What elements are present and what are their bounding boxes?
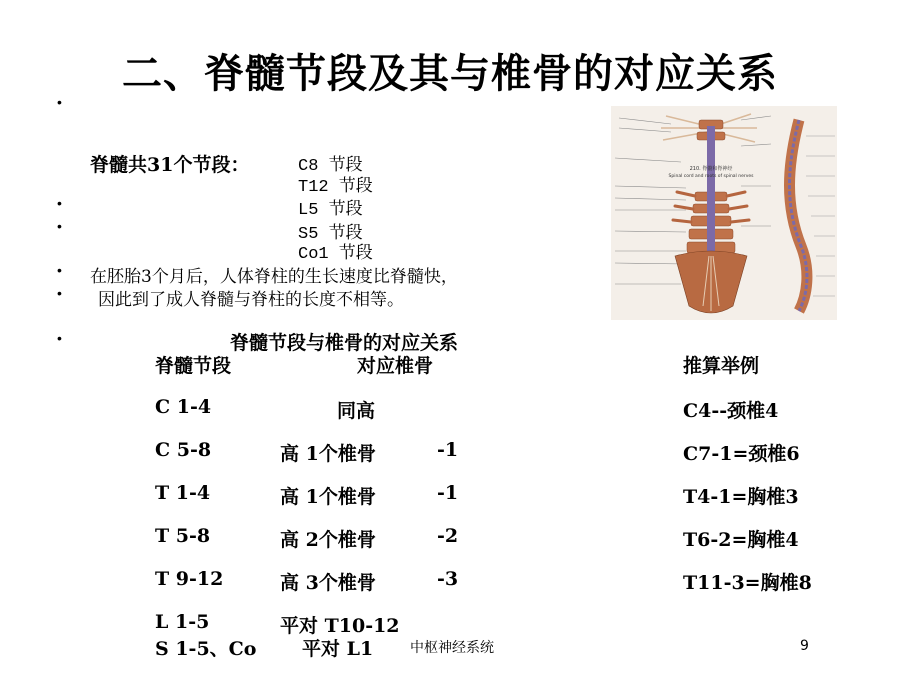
row-segment: S 1-5、Co <box>155 638 257 660</box>
segment-count-label: 脊髓共31个节段： <box>90 154 250 176</box>
row-example: C4--颈椎4 <box>683 400 779 422</box>
row-vertebra: 平对 T10-12 <box>280 615 400 637</box>
row-diff: -1 <box>437 439 459 461</box>
row-vertebra: 高 2个椎骨 <box>280 529 376 551</box>
bullet-dot: • <box>57 195 62 211</box>
row-segment: T 9-12 <box>155 568 224 590</box>
row-segment: L 1-5 <box>155 611 210 633</box>
bullet-dot: • <box>57 262 62 278</box>
segment-item: S5 节段 <box>298 225 363 244</box>
row-segment: C 5-8 <box>155 439 212 461</box>
growth-note: 在胚胎3个月后，人体脊柱的生长速度比脊髓快， <box>90 267 458 287</box>
bullet-dot: • <box>57 285 62 301</box>
table-caption: 脊髓节段与椎骨的对应关系 <box>230 332 459 354</box>
row-segment: T 5-8 <box>155 525 211 547</box>
segment-item: Co1 节段 <box>298 245 373 264</box>
row-vertebra: 平对 L1 <box>302 638 374 660</box>
row-example: T6-2=胸椎4 <box>683 529 799 551</box>
bullet-dot: • <box>57 330 62 346</box>
figure-caption-en: Spinal cord and roots of spinal nerves <box>668 174 754 179</box>
footer-course-name: 中枢神经系统 <box>410 640 494 656</box>
row-segment: T 1-4 <box>155 482 211 504</box>
bullet-dot: • <box>57 218 62 234</box>
row-diff: -3 <box>437 568 459 590</box>
segment-item: L5 节段 <box>298 201 363 220</box>
row-example: T11-3=胸椎8 <box>683 572 812 594</box>
row-segment: C 1-4 <box>155 396 212 418</box>
row-vertebra: 高 3个椎骨 <box>280 572 376 594</box>
row-example: C7-1=颈椎6 <box>683 443 800 465</box>
header-segment: 脊髓节段 <box>155 355 232 377</box>
slide-title: 二、脊髓节段及其与椎骨的对应关系 <box>122 51 778 97</box>
length-note: 因此到了成人脊髓与脊柱的长度不相等。 <box>98 290 404 310</box>
spine-anatomy-figure <box>611 106 837 320</box>
page-number: 9 <box>800 638 809 654</box>
header-example: 推算举例 <box>683 355 760 377</box>
row-vertebra: 同高 <box>337 400 376 422</box>
row-vertebra: 高 1个椎骨 <box>280 486 376 508</box>
header-vertebra: 对应椎骨 <box>357 355 434 377</box>
row-diff: -1 <box>437 482 459 504</box>
row-diff: -2 <box>437 525 459 547</box>
segment-item: T12 节段 <box>298 178 373 197</box>
row-vertebra: 高 1个椎骨 <box>280 443 376 465</box>
figure-caption-cn: 210. 脊髓和脊神经 <box>689 166 733 172</box>
bullet-dot: • <box>57 94 62 110</box>
row-example: T4-1=胸椎3 <box>683 486 799 508</box>
segment-item: C8 节段 <box>298 157 363 176</box>
